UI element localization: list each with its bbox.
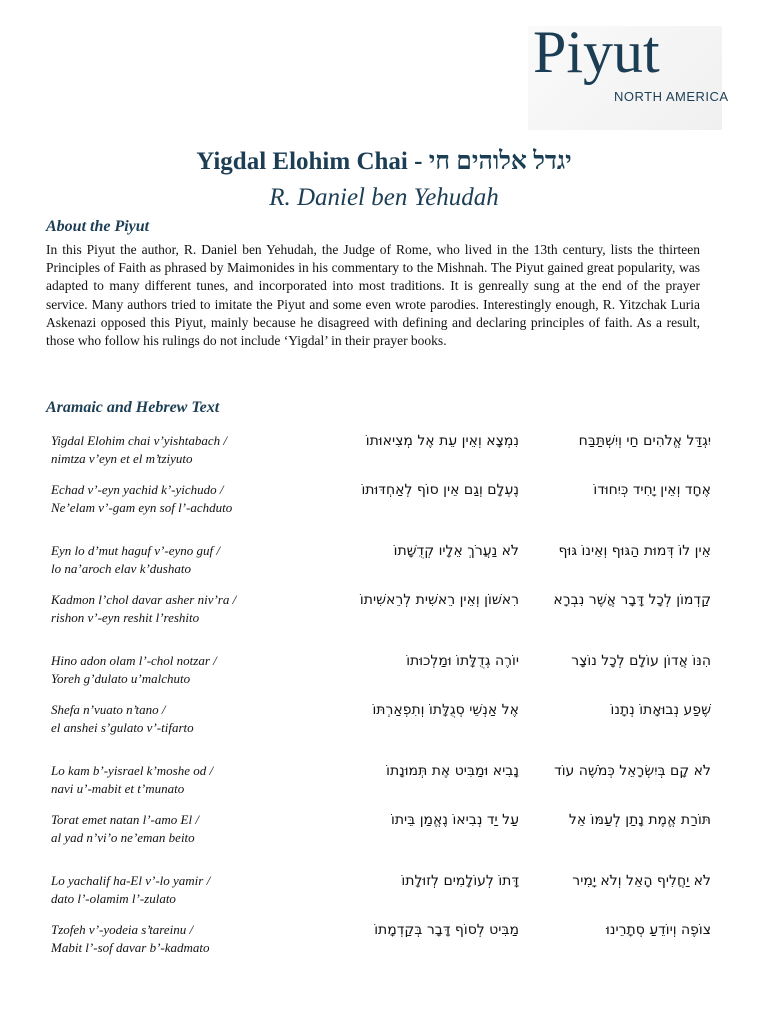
- hebrew-first-half: אֵין לוֹ דְּמוּת הַגּוּף וְאֵינוֹ גּוּף: [558, 543, 711, 559]
- transliteration-line-1: Tzofeh v’-yodeia s’tareinu /: [51, 922, 194, 937]
- transliteration: [51, 701, 351, 737]
- verse-row: [51, 542, 711, 582]
- transliteration: [51, 542, 351, 578]
- transliteration-line-1: Eyn lo d’mut haguf v’-eyno guf /: [51, 543, 220, 558]
- transliteration-line-2: Ne’elam v’-gam eyn sof l’-achduto: [51, 500, 233, 515]
- transliteration-line-2: lo na’aroch elav k’dushato: [51, 561, 191, 576]
- transliteration-line-1: Torat emet natan l’-amo El /: [51, 812, 199, 827]
- verse-row: [51, 921, 711, 961]
- text-heading: Aramaic and Hebrew Text: [46, 399, 220, 416]
- page-title: Yigdal Elohim Chai - יגדל אלוהים חי: [196, 148, 572, 175]
- verse-row: [51, 652, 711, 692]
- hebrew-second-half: מַבִּיט לְסוֹף דָּבָר בְּקַדְמָתוֹ: [374, 922, 519, 938]
- transliteration: [51, 762, 351, 798]
- hebrew-second-half: לֹא נַעֲרֹךְ אֵלָיו קְדֻשָּׁתוֹ: [393, 543, 519, 559]
- hebrew-second-half: נָבִיא וּמַבִּיט אֶת תְּמוּנָתוֹ: [386, 763, 519, 779]
- hebrew-first-half: צוֹפֶה וְיוֹדֵעַ סְתָרֵינוּ: [606, 922, 711, 938]
- hebrew-first-half: לֹא קָם בְּיִשְׂרָאֵל כְּמֹשֶׁה עוֹד: [554, 763, 711, 779]
- hebrew-second-half: אֶל אַנְשֵׁי סְגֻלָּתוֹ וְתִפְאַרְתּוֹ: [372, 702, 519, 718]
- about-paragraph: In this Piyut the author, R. Daniel ben Yehudah, the Judge of Rome, who lived in the 13th century, lists the thirteen Principles of Faith as phrased by Maimonides in his commentary to the Mishnah. The Piyut gained great popularity, was adapted to many different tunes, and incorporated into most traditions. It is genreally sung at the end of the prayer service. Many authors tried to imitate the Piyut and some even wrote parodies. Interestingly enough, R. Yitzchak Luria Askenazi opposed this Piyut, mainly because he disagreed with defining and declaring principles of faith. As a result, those who follow his rulings do not include ‘Yigdal’ in their prayer books.: [46, 242, 700, 349]
- hebrew-second-half: רִאשׁוֹן וְאֵין רֵאשִׁית לְרֵאשִׁיתוֹ: [359, 592, 519, 608]
- author-subtitle: R. Daniel ben Yehudah: [269, 184, 499, 211]
- transliteration-line-1: Yigdal Elohim chai v’yishtabach /: [51, 433, 227, 448]
- verse-row: [51, 872, 711, 912]
- transliteration: [51, 921, 351, 957]
- transliteration-line-2: dato l’-olamim l’-zulato: [51, 891, 176, 906]
- hebrew-first-half: לֹא יַחֲלִיף הָאֵל וְלֹא יָמִיר: [572, 873, 711, 889]
- verse-row: [51, 701, 711, 741]
- hebrew-first-half: הִנּוֹ אֲדוֹן עוֹלָם לְכָל נוֹצָר: [571, 653, 711, 669]
- transliteration-line-1: Lo kam b’-yisrael k’moshe od /: [51, 763, 214, 778]
- verse-row: [51, 481, 711, 521]
- transliteration: [51, 872, 351, 908]
- hebrew-first-half: תּוֹרַת אֱמֶת נָתַן לְעַמּוֹ אֵל: [568, 812, 711, 828]
- transliteration-line-2: rishon v’-eyn reshit l’reshito: [51, 610, 200, 625]
- hebrew-second-half: נִמְצָא וְאֵין עֵת אֶל מְצִיאוּתוֹ: [365, 433, 519, 449]
- transliteration-line-1: Lo yachalif ha-El v’-lo yamir /: [51, 873, 211, 888]
- hebrew-second-half: עַל יַד נְבִיאוֹ נֶאֱמַן בֵּיתוֹ: [391, 812, 519, 828]
- piyut-logo-subtitle: NORTH AMERICA: [614, 89, 729, 104]
- verse-row: [51, 811, 711, 851]
- transliteration-line-1: Kadmon l’chol davar asher niv’ra /: [51, 592, 237, 607]
- verse-row: [51, 762, 711, 802]
- verse-row: [51, 591, 711, 631]
- verse-row: [51, 432, 711, 472]
- transliteration-line-2: Yoreh g’dulato u’malchuto: [51, 671, 191, 686]
- transliteration-line-2: el anshei s’gulato v’-tifarto: [51, 720, 194, 735]
- transliteration-line-1: Shefa n’vuato n’tano /: [51, 702, 166, 717]
- transliteration: [51, 811, 351, 847]
- hebrew-first-half: יִגְדַּל אֱלֹהִים חַי וְיִשְׁתַּבַּח: [578, 433, 711, 449]
- piyut-logo: Piyut: [533, 19, 660, 85]
- transliteration-line-2: navi u’-mabit et t’munato: [51, 781, 185, 796]
- transliteration: [51, 481, 351, 517]
- transliteration: [51, 591, 351, 627]
- about-heading: About the Piyut: [46, 218, 150, 235]
- hebrew-first-half: שֶׁפַע נְבוּאָתוֹ נְתָנוֹ: [610, 702, 711, 718]
- transliteration: [51, 432, 351, 468]
- transliteration-line-1: Echad v’-eyn yachid k’-yichudo /: [51, 482, 224, 497]
- hebrew-second-half: נֶעְלָם וְגַם אֵין סוֹף לְאַחְדּוּתוֹ: [361, 482, 519, 498]
- transliteration-line-1: Hino adon olam l’-chol notzar /: [51, 653, 217, 668]
- hebrew-second-half: יוֹרֶה גְדֻלָּתוֹ וּמַלְכוּתוֹ: [406, 653, 519, 669]
- transliteration-line-2: Mabit l’-sof davar b’-kadmato: [51, 940, 210, 955]
- transliteration: [51, 652, 351, 688]
- hebrew-second-half: דָּתוֹ לְעוֹלָמִים לְזוּלָתוֹ: [401, 873, 519, 889]
- transliteration-line-2: nimtza v’eyn et el m’tziyuto: [51, 451, 193, 466]
- transliteration-line-2: al yad n’vi’o ne’eman beito: [51, 830, 195, 845]
- hebrew-first-half: אֶחָד וְאֵין יָחִיד כְּיִחוּדוֹ: [593, 482, 711, 498]
- hebrew-first-half: קַדְמוֹן לְכָל דָּבָר אֲשֶׁר נִבְרָא: [553, 592, 711, 608]
